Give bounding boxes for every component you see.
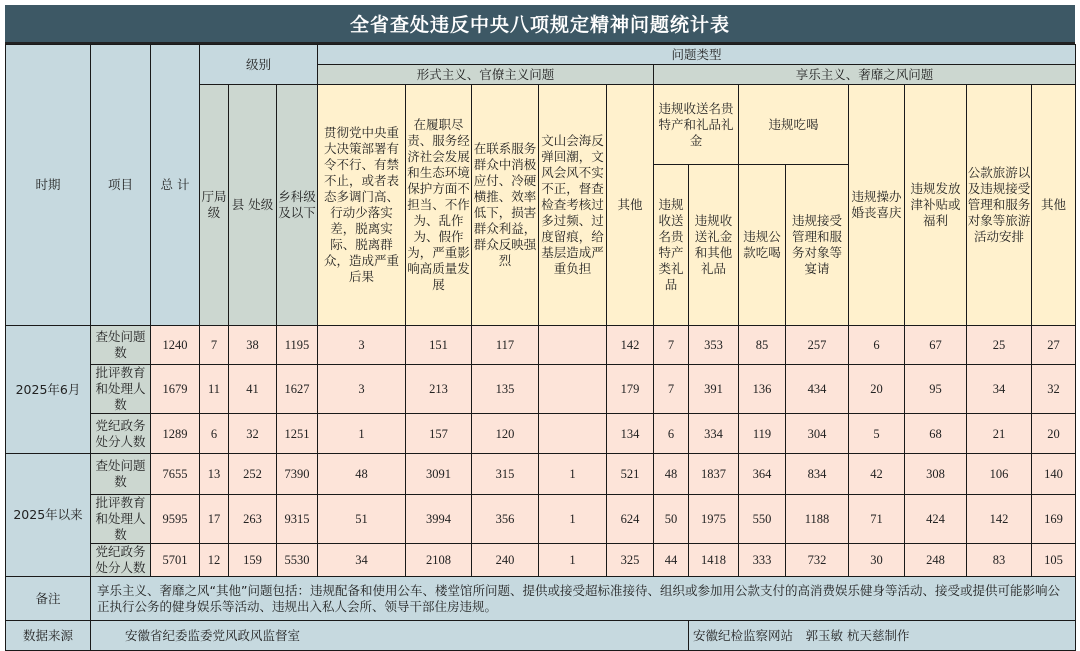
cell: 5 xyxy=(849,414,905,454)
cell: 521 xyxy=(607,454,654,495)
header-travel: 公款旅游以及违规接受管理和服务对象等旅游活动安排 xyxy=(967,85,1032,326)
cell: 1975 xyxy=(689,495,739,544)
cell: 20 xyxy=(1032,414,1076,454)
header-level-xian: 县 处级 xyxy=(229,85,277,326)
cell: 834 xyxy=(786,454,849,495)
cell: 240 xyxy=(472,544,539,577)
cell: 424 xyxy=(905,495,967,544)
header-hedonism-other: 其他 xyxy=(1032,85,1076,326)
cell: 248 xyxy=(905,544,967,577)
cell: 157 xyxy=(406,414,472,454)
cell: 51 xyxy=(318,495,406,544)
table-row xyxy=(6,365,1076,414)
cell: 142 xyxy=(607,326,654,365)
cell: 38 xyxy=(229,326,277,365)
cell: 1195 xyxy=(277,326,318,365)
header-allowances: 违规发放津补贴或福利 xyxy=(905,85,967,326)
cell-total: 5701 xyxy=(151,544,200,577)
cell-total: 9595 xyxy=(151,495,200,544)
header-level-xiang: 乡科级及以下 xyxy=(277,85,318,326)
header-formalism-group: 形式主义、官僚主义问题 xyxy=(318,65,654,85)
cell: 21 xyxy=(967,414,1032,454)
cell: 263 xyxy=(229,495,277,544)
cell: 5530 xyxy=(277,544,318,577)
cell: 6 xyxy=(200,414,229,454)
header-problem-type: 问题类型 xyxy=(318,45,1076,65)
cell xyxy=(539,365,607,414)
cell: 1837 xyxy=(689,454,739,495)
cell: 624 xyxy=(607,495,654,544)
header-total: 总 计 xyxy=(151,45,200,326)
cell: 68 xyxy=(905,414,967,454)
cell: 6 xyxy=(654,414,689,454)
row-item: 查处问题数 xyxy=(91,326,151,365)
header-formalism-2: 在履职尽责、服务经济社会发展和生态环境保护方面不担当、不作为、乱作为、假作为，严重影响高质量发展 xyxy=(406,85,472,326)
cell: 13 xyxy=(200,454,229,495)
cell: 179 xyxy=(607,365,654,414)
cell: 434 xyxy=(786,365,849,414)
header-level-ting: 厅局级 xyxy=(200,85,229,326)
cell: 3994 xyxy=(406,495,472,544)
header-dining-public: 违规公款吃喝 xyxy=(739,165,786,326)
note-label: 备注 xyxy=(6,577,91,621)
row-item: 党纪政务处分人数 xyxy=(91,544,151,577)
header-dining-group: 违规吃喝 xyxy=(739,85,849,165)
cell: 1 xyxy=(539,454,607,495)
cell: 140 xyxy=(1032,454,1076,495)
cell: 134 xyxy=(607,414,654,454)
note-text: 享乐主义、奢靡之风“其他”问题包括：违规配备和使用公车、楼堂馆所问题、提供或接受超标准接待、组织或参加用公款支付的高消费娱乐健身等活动、接受或提供可能影响公正执行公务的健身娱乐等活动、违规出入私人会所、领导干部住房违规。 xyxy=(91,577,1076,621)
cell: 315 xyxy=(472,454,539,495)
cell: 159 xyxy=(229,544,277,577)
cell: 325 xyxy=(607,544,654,577)
period-label: 2025年6月 xyxy=(6,326,91,454)
cell: 34 xyxy=(318,544,406,577)
cell: 12 xyxy=(200,544,229,577)
table-row xyxy=(6,326,1076,365)
cell xyxy=(539,326,607,365)
row-item: 查处问题数 xyxy=(91,454,151,495)
cell: 11 xyxy=(200,365,229,414)
header-dining-banquet: 违规接受管理和服务对象等宴请 xyxy=(786,165,849,326)
table-row xyxy=(6,454,1076,495)
cell: 1 xyxy=(318,414,406,454)
cell: 17 xyxy=(200,495,229,544)
cell: 105 xyxy=(1032,544,1076,577)
cell: 20 xyxy=(849,365,905,414)
cell: 67 xyxy=(905,326,967,365)
cell: 34 xyxy=(967,365,1032,414)
header-gifts-cash: 违规收送礼金和其他礼品 xyxy=(689,165,739,326)
header-formalism-3: 在联系服务群众中消极应付、冷硬横推、效率低下，损害群众利益，群众反映强烈 xyxy=(472,85,539,326)
cell: 257 xyxy=(786,326,849,365)
cell-total: 1240 xyxy=(151,326,200,365)
header-level-group: 级别 xyxy=(200,45,318,85)
cell: 42 xyxy=(849,454,905,495)
cell: 119 xyxy=(739,414,786,454)
cell: 213 xyxy=(406,365,472,414)
cell: 48 xyxy=(654,454,689,495)
cell: 7 xyxy=(654,326,689,365)
cell: 334 xyxy=(689,414,739,454)
cell: 41 xyxy=(229,365,277,414)
header-item: 项目 xyxy=(91,45,151,326)
source-row xyxy=(6,621,1076,651)
cell: 83 xyxy=(967,544,1032,577)
cell: 7 xyxy=(200,326,229,365)
cell: 117 xyxy=(472,326,539,365)
source-credit: 安徽纪检监察网站 郭玉敏 杭天慈制作 xyxy=(689,621,1076,651)
cell xyxy=(539,414,607,454)
cell: 333 xyxy=(739,544,786,577)
cell-total: 7655 xyxy=(151,454,200,495)
cell: 9315 xyxy=(277,495,318,544)
note-row xyxy=(6,577,1076,621)
cell: 7390 xyxy=(277,454,318,495)
cell-total: 1679 xyxy=(151,365,200,414)
cell: 1251 xyxy=(277,414,318,454)
cell: 1 xyxy=(539,495,607,544)
cell-total: 1289 xyxy=(151,414,200,454)
cell: 27 xyxy=(1032,326,1076,365)
cell: 106 xyxy=(967,454,1032,495)
table-row xyxy=(6,495,1076,544)
cell: 32 xyxy=(229,414,277,454)
cell: 7 xyxy=(654,365,689,414)
cell: 30 xyxy=(849,544,905,577)
header-weddings: 违规操办婚丧喜庆 xyxy=(849,85,905,326)
header-gifts-group: 违规收送名贵特产和礼品礼金 xyxy=(654,85,739,165)
row-item: 批评教育和处理人数 xyxy=(91,365,151,414)
cell: 135 xyxy=(472,365,539,414)
cell: 550 xyxy=(739,495,786,544)
cell: 120 xyxy=(472,414,539,454)
cell: 308 xyxy=(905,454,967,495)
header-period: 时期 xyxy=(6,45,91,326)
cell: 50 xyxy=(654,495,689,544)
cell: 391 xyxy=(689,365,739,414)
header-formalism-4: 文山会海反弹回潮，文风会风不实不正，督查检查考核过多过频、过度留痕，给基层造成严重负担 xyxy=(539,85,607,326)
cell: 85 xyxy=(739,326,786,365)
cell: 95 xyxy=(905,365,967,414)
page-title: 全省查处违反中央八项规定精神问题统计表 xyxy=(5,5,1075,44)
source-label: 数据来源 xyxy=(6,621,91,651)
header-hedonism-group: 享乐主义、奢靡之风问题 xyxy=(654,65,1076,85)
header-formalism-1: 贯彻党中央重大决策部署有令不行、有禁不止，或者表态多调门高、行动少落实差，脱离实际、脱离群众，造成严重后果 xyxy=(318,85,406,326)
cell: 3091 xyxy=(406,454,472,495)
cell: 3 xyxy=(318,365,406,414)
cell: 1627 xyxy=(277,365,318,414)
cell: 169 xyxy=(1032,495,1076,544)
cell: 48 xyxy=(318,454,406,495)
cell: 71 xyxy=(849,495,905,544)
row-item: 党纪政务处分人数 xyxy=(91,414,151,454)
cell: 44 xyxy=(654,544,689,577)
cell: 6 xyxy=(849,326,905,365)
cell: 3 xyxy=(318,326,406,365)
table-row xyxy=(6,414,1076,454)
cell: 151 xyxy=(406,326,472,365)
cell: 142 xyxy=(967,495,1032,544)
cell: 136 xyxy=(739,365,786,414)
cell: 32 xyxy=(1032,365,1076,414)
statistics-table xyxy=(5,44,1076,651)
header-gifts-specialty: 违规收送名贵特产类礼品 xyxy=(654,165,689,326)
cell: 353 xyxy=(689,326,739,365)
table-row xyxy=(6,544,1076,577)
cell: 1 xyxy=(539,544,607,577)
cell: 356 xyxy=(472,495,539,544)
cell: 1188 xyxy=(786,495,849,544)
cell: 364 xyxy=(739,454,786,495)
row-item: 批评教育和处理人数 xyxy=(91,495,151,544)
cell: 25 xyxy=(967,326,1032,365)
cell: 732 xyxy=(786,544,849,577)
source-left: 安徽省纪委监委党风政风监督室 xyxy=(91,621,689,651)
header-formalism-other: 其他 xyxy=(607,85,654,326)
cell: 2108 xyxy=(406,544,472,577)
cell: 252 xyxy=(229,454,277,495)
period-label: 2025年以来 xyxy=(6,454,91,577)
cell: 304 xyxy=(786,414,849,454)
cell: 1418 xyxy=(689,544,739,577)
